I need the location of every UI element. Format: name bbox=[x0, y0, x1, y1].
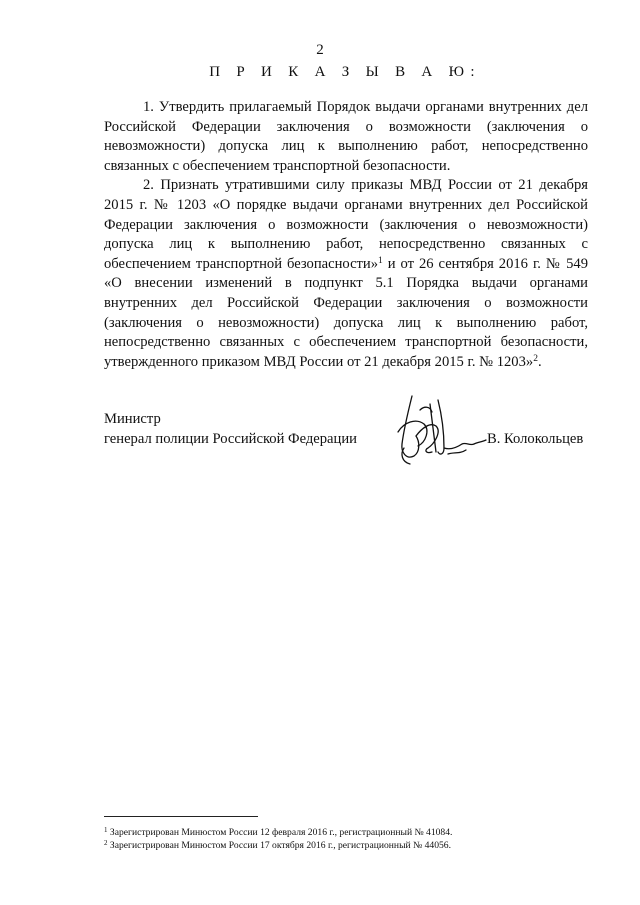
signatory-rank: генерал полиции Российской Федерации bbox=[104, 431, 357, 447]
paragraph-2 bbox=[104, 176, 588, 372]
handwritten-signature bbox=[390, 392, 490, 470]
footnote-2-mark: 2 bbox=[104, 839, 108, 847]
footnote-ref-1: 1 bbox=[378, 255, 383, 266]
signatory-title: Министр bbox=[104, 411, 161, 427]
footnote-ref-2: 2 bbox=[533, 353, 538, 364]
footnote-1-text: Зарегистрирован Минюстом России 12 февраля 2016 г., регистрационный № 41084. bbox=[107, 827, 453, 838]
signatory-name: В. Колокольцев bbox=[487, 431, 584, 447]
footnote-1 bbox=[104, 827, 624, 839]
footnote-2 bbox=[104, 840, 624, 852]
footnote-1-mark: 1 bbox=[104, 826, 108, 834]
paragraph-1: 1. Утвердить прилагаемый Порядок выдачи органами внутренних дел Российской Федерации заключения о возможности (заключения о невозможности) допуска лиц к выполнению работ, непосредственно связанных с обеспечением транспортной безопасности. bbox=[104, 99, 588, 174]
order-body bbox=[104, 98, 588, 372]
paragraph-2-text-a: 2. Признать утратившими силу приказы МВД России от 21 декабря 2015 г. № 1203 «О порядке выдачи органами внутренних дел Российской Федерации заключения о возможности (заключения о невозможности) допуска лиц к выполнению работ, непосредственно связанных с обеспечением транспортной безопасности» bbox=[104, 177, 588, 272]
paragraph-2-text-c: . bbox=[537, 353, 542, 370]
paragraph-2-text-b: и от 26 сентября 2016 г. № 549 «О внесении изменений в подпункт 5.1 Порядка выдачи органами внутренних дел Российской Федерации заключения о возможности (заключения о невозможности) допуска лиц к выполнению работ, непосредственно связанных с обеспечением транспортной безопасности, утвержденного приказом МВД России от 21 декабря 2015 г. № 1203» bbox=[104, 255, 588, 370]
order-heading: П Р И К А З Ы В А Ю: bbox=[209, 64, 481, 80]
page-number: 2 bbox=[316, 42, 324, 58]
footnote-divider bbox=[104, 816, 258, 817]
footnote-2-text: Зарегистрирован Минюстом России 17 октября 2016 г., регистрационный № 44056. bbox=[107, 840, 451, 851]
